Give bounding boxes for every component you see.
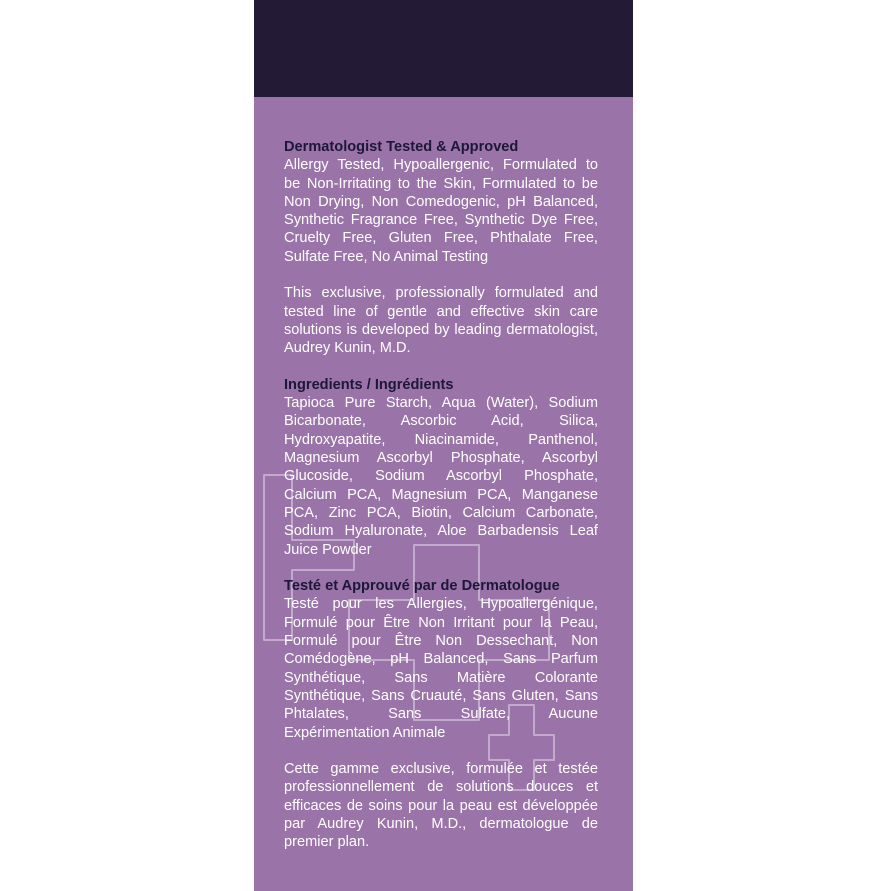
product-label-panel: [254, 0, 633, 891]
claims-text-french: Testé pour les Allergies, Hypoallergénique, Formulé pour Être Non Irritant pour la Peau, Formulé pour Être Non Dessechant, Non Comédogène, pH Balanced, Sans Parfum Synthétique, Sans Matière Colorante Synthétique, Sans Cruauté, Sans Gluten, Sans Phtalates, Sans Sulfate, Aucune Expérimentation Animale: [284, 596, 598, 741]
heading-teste-approuve: Testé et Approuvé par de Dermatologue: [284, 578, 560, 595]
ingredients-text: Tapioca Pure Starch, Aqua (Water), Sodium Bicarbonate, Ascorbic Acid, Silica, Hydroxyapatite, Niacinamide, Panthenol, Magnesium Ascorbyl Phosphate, Ascorbyl Glucoside, Sodium Ascorbyl Phosphate, Calcium PCA, Magnesium PCA, Manganese PCA, Zinc PCA, Biotin, Calcium Carbonate, Sodium Hyaluronate, Aloe Barbadensis Leaf Juice Powder: [284, 395, 598, 558]
about-text-french: Cette gamme exclusive, formulée et testée professionnellement de solutions douces et efficaces de soins pour la peau est développée par Audrey Kunin, M.D., dermatologue de premier plan.: [284, 761, 598, 851]
label-text: [284, 138, 598, 852]
claims-text: Allergy Tested, Hypoallergenic, Formulated to be Non-Irritating to the Skin, Formulated to be Non Drying, Non Comedogenic, pH Balanced, Synthetic Fragrance Free, Synthetic Dye Free, Cruelty Free, Gluten Free, Phthalate Free, Sulfate Free, No Animal Testing: [284, 157, 598, 265]
about-text: This exclusive, professionally formulated and tested line of gentle and effective skin care solutions is developed by leading dermatologist, Audrey Kunin, M.D.: [284, 285, 598, 357]
heading-ingredients: Ingredients / Ingrédients: [284, 376, 454, 393]
heading-dermatologist-tested: Dermatologist Tested & Approved: [284, 139, 519, 155]
